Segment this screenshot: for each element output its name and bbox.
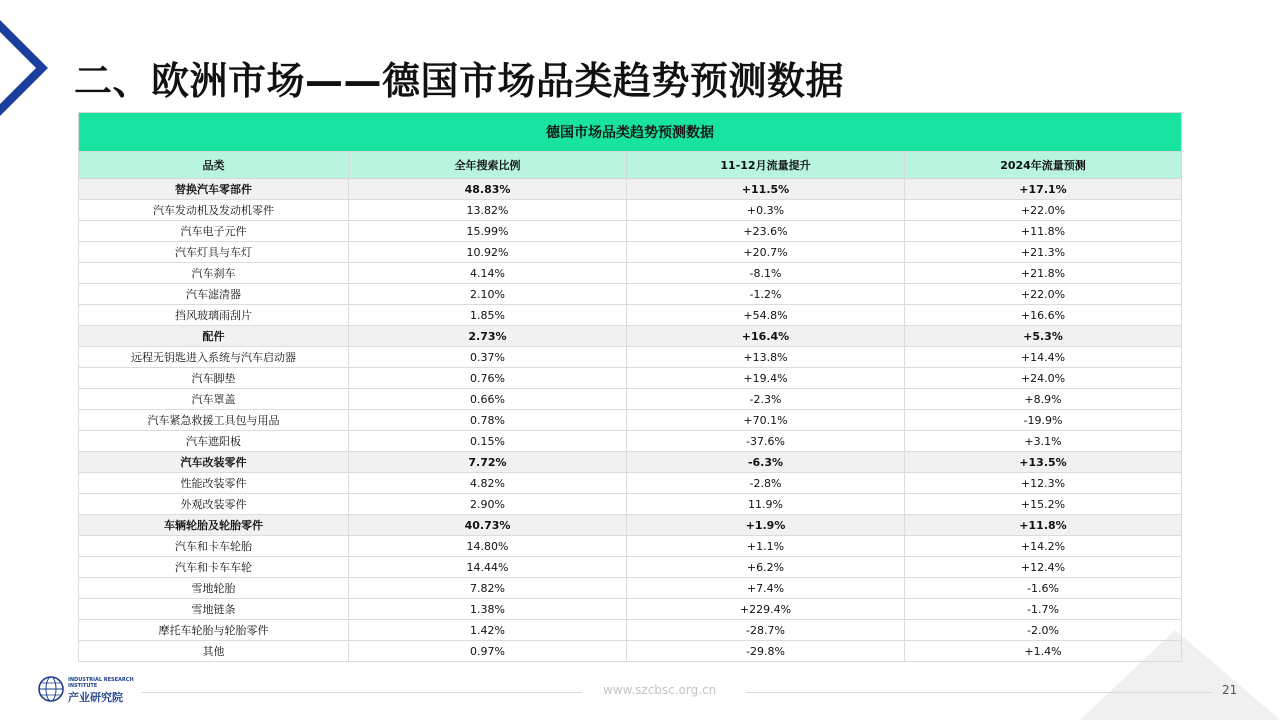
category-cell: 汽车刹车 xyxy=(79,263,349,284)
category-cell: 汽车电子元件 xyxy=(79,221,349,242)
globe-emblem-icon xyxy=(38,676,64,702)
forecast-2024-cell: +5.3% xyxy=(905,326,1182,347)
nov-dec-traffic-cell: +0.3% xyxy=(627,200,905,221)
search-share-cell: 14.80% xyxy=(349,536,627,557)
category-cell: 汽车遮阳板 xyxy=(79,431,349,452)
search-share-cell: 4.14% xyxy=(349,263,627,284)
category-cell: 车辆轮胎及轮胎零件 xyxy=(79,515,349,536)
nov-dec-traffic-cell: +7.4% xyxy=(627,578,905,599)
nov-dec-traffic-cell: +13.8% xyxy=(627,347,905,368)
nov-dec-traffic-cell: -8.1% xyxy=(627,263,905,284)
forecast-2024-cell: +3.1% xyxy=(905,431,1182,452)
search-share-cell: 13.82% xyxy=(349,200,627,221)
table-row xyxy=(79,641,1182,662)
forecast-2024-cell: +14.2% xyxy=(905,536,1182,557)
table-row xyxy=(79,305,1182,326)
category-cell: 雪地链条 xyxy=(79,599,349,620)
nov-dec-traffic-cell: +229.4% xyxy=(627,599,905,620)
search-share-cell: 0.97% xyxy=(349,641,627,662)
table-group-row xyxy=(79,452,1182,473)
category-cell: 摩托车轮胎与轮胎零件 xyxy=(79,620,349,641)
table-header-row xyxy=(79,152,1182,179)
search-share-cell: 1.85% xyxy=(349,305,627,326)
nov-dec-traffic-cell: +23.6% xyxy=(627,221,905,242)
category-cell: 汽车脚垫 xyxy=(79,368,349,389)
forecast-2024-cell: +21.3% xyxy=(905,242,1182,263)
search-share-cell: 7.82% xyxy=(349,578,627,599)
forecast-2024-cell: -2.0% xyxy=(905,620,1182,641)
category-cell: 外观改装零件 xyxy=(79,494,349,515)
search-share-cell: 1.38% xyxy=(349,599,627,620)
table-group-row xyxy=(79,326,1182,347)
nov-dec-traffic-cell: +20.7% xyxy=(627,242,905,263)
table-row xyxy=(79,221,1182,242)
nov-dec-traffic-cell: +70.1% xyxy=(627,410,905,431)
forecast-2024-cell: -1.6% xyxy=(905,578,1182,599)
table-row xyxy=(79,536,1182,557)
search-share-cell: 4.82% xyxy=(349,473,627,494)
table-row xyxy=(79,242,1182,263)
forecast-2024-cell: +12.4% xyxy=(905,557,1182,578)
table-row xyxy=(79,620,1182,641)
nov-dec-traffic-cell: +1.1% xyxy=(627,536,905,557)
nov-dec-traffic-cell: -6.3% xyxy=(627,452,905,473)
category-cell: 汽车发动机及发动机零件 xyxy=(79,200,349,221)
search-share-cell: 15.99% xyxy=(349,221,627,242)
search-share-cell: 1.42% xyxy=(349,620,627,641)
nov-dec-traffic-cell: -28.7% xyxy=(627,620,905,641)
table-row xyxy=(79,599,1182,620)
nov-dec-traffic-cell: +19.4% xyxy=(627,368,905,389)
table-row xyxy=(79,200,1182,221)
forecast-2024-cell: +14.4% xyxy=(905,347,1182,368)
search-share-cell: 0.76% xyxy=(349,368,627,389)
table-caption: 德国市场品类趋势预测数据 xyxy=(79,113,1182,152)
table-row xyxy=(79,431,1182,452)
logo-text-en: INDUSTRIAL RESEARCH INSTITUTE xyxy=(68,677,134,689)
category-cell: 汽车和卡车车轮 xyxy=(79,557,349,578)
search-share-cell: 2.90% xyxy=(349,494,627,515)
column-header: 2024年流量预测 xyxy=(905,152,1182,179)
table-row xyxy=(79,347,1182,368)
search-share-cell: 0.15% xyxy=(349,431,627,452)
table-group-row xyxy=(79,515,1182,536)
table-row xyxy=(79,410,1182,431)
category-cell: 汽车改装零件 xyxy=(79,452,349,473)
nov-dec-traffic-cell: +11.5% xyxy=(627,179,905,200)
search-share-cell: 2.73% xyxy=(349,326,627,347)
category-cell: 雪地轮胎 xyxy=(79,578,349,599)
search-share-cell: 7.72% xyxy=(349,452,627,473)
category-cell: 汽车罩盖 xyxy=(79,389,349,410)
forecast-2024-cell: +24.0% xyxy=(905,368,1182,389)
category-cell: 性能改装零件 xyxy=(79,473,349,494)
forecast-2024-cell: +17.1% xyxy=(905,179,1182,200)
table-row xyxy=(79,578,1182,599)
column-header: 全年搜索比例 xyxy=(349,152,627,179)
category-cell: 汽车紧急救援工具包与用品 xyxy=(79,410,349,431)
forecast-2024-cell: +11.8% xyxy=(905,515,1182,536)
forecast-2024-cell: +21.8% xyxy=(905,263,1182,284)
forecast-2024-cell: +16.6% xyxy=(905,305,1182,326)
search-share-cell: 0.66% xyxy=(349,389,627,410)
category-forecast-table-container xyxy=(78,112,1181,662)
forecast-2024-cell: +8.9% xyxy=(905,389,1182,410)
forecast-2024-cell: +22.0% xyxy=(905,284,1182,305)
page-number: 21 xyxy=(1222,683,1238,697)
institute-logo xyxy=(38,676,138,704)
search-share-cell: 10.92% xyxy=(349,242,627,263)
search-share-cell: 48.83% xyxy=(349,179,627,200)
category-cell: 远程无钥匙进入系统与汽车启动器 xyxy=(79,347,349,368)
table-body xyxy=(79,179,1182,662)
forecast-2024-cell: +13.5% xyxy=(905,452,1182,473)
search-share-cell: 14.44% xyxy=(349,557,627,578)
table-group-row xyxy=(79,179,1182,200)
nov-dec-traffic-cell: -37.6% xyxy=(627,431,905,452)
forecast-2024-cell: +22.0% xyxy=(905,200,1182,221)
forecast-2024-cell: -1.7% xyxy=(905,599,1182,620)
search-share-cell: 2.10% xyxy=(349,284,627,305)
table-row xyxy=(79,263,1182,284)
search-share-cell: 0.78% xyxy=(349,410,627,431)
category-cell: 汽车灯具与车灯 xyxy=(79,242,349,263)
table-row xyxy=(79,557,1182,578)
forecast-2024-cell: +15.2% xyxy=(905,494,1182,515)
table-row xyxy=(79,389,1182,410)
nov-dec-traffic-cell: -2.8% xyxy=(627,473,905,494)
search-share-cell: 0.37% xyxy=(349,347,627,368)
corner-chevron-decoration xyxy=(0,0,60,140)
category-cell: 汽车滤清器 xyxy=(79,284,349,305)
footer-divider-left xyxy=(142,692,582,693)
nov-dec-traffic-cell: +16.4% xyxy=(627,326,905,347)
category-cell: 其他 xyxy=(79,641,349,662)
footer-url: www.szcbsc.org.cn xyxy=(603,683,717,697)
nov-dec-traffic-cell: +6.2% xyxy=(627,557,905,578)
table-row xyxy=(79,284,1182,305)
table-row xyxy=(79,473,1182,494)
category-cell: 汽车和卡车轮胎 xyxy=(79,536,349,557)
page-title: 二、欧洲市场——德国市场品类趋势预测数据 xyxy=(74,59,845,103)
nov-dec-traffic-cell: +1.9% xyxy=(627,515,905,536)
nov-dec-traffic-cell: -1.2% xyxy=(627,284,905,305)
category-cell: 挡风玻璃雨刮片 xyxy=(79,305,349,326)
forecast-2024-cell: -19.9% xyxy=(905,410,1182,431)
forecast-2024-cell: +12.3% xyxy=(905,473,1182,494)
column-header: 品类 xyxy=(79,152,349,179)
footer-divider-right xyxy=(746,692,1212,693)
table-row xyxy=(79,368,1182,389)
forecast-2024-cell: +11.8% xyxy=(905,221,1182,242)
logo-text-cn: 产业研究院 xyxy=(68,691,123,704)
nov-dec-traffic-cell: -29.8% xyxy=(627,641,905,662)
column-header: 11-12月流量提升 xyxy=(627,152,905,179)
table-row xyxy=(79,494,1182,515)
category-forecast-table xyxy=(78,112,1182,662)
category-cell: 配件 xyxy=(79,326,349,347)
nov-dec-traffic-cell: 11.9% xyxy=(627,494,905,515)
search-share-cell: 40.73% xyxy=(349,515,627,536)
nov-dec-traffic-cell: +54.8% xyxy=(627,305,905,326)
forecast-2024-cell: +1.4% xyxy=(905,641,1182,662)
category-cell: 替换汽车零部件 xyxy=(79,179,349,200)
nov-dec-traffic-cell: -2.3% xyxy=(627,389,905,410)
